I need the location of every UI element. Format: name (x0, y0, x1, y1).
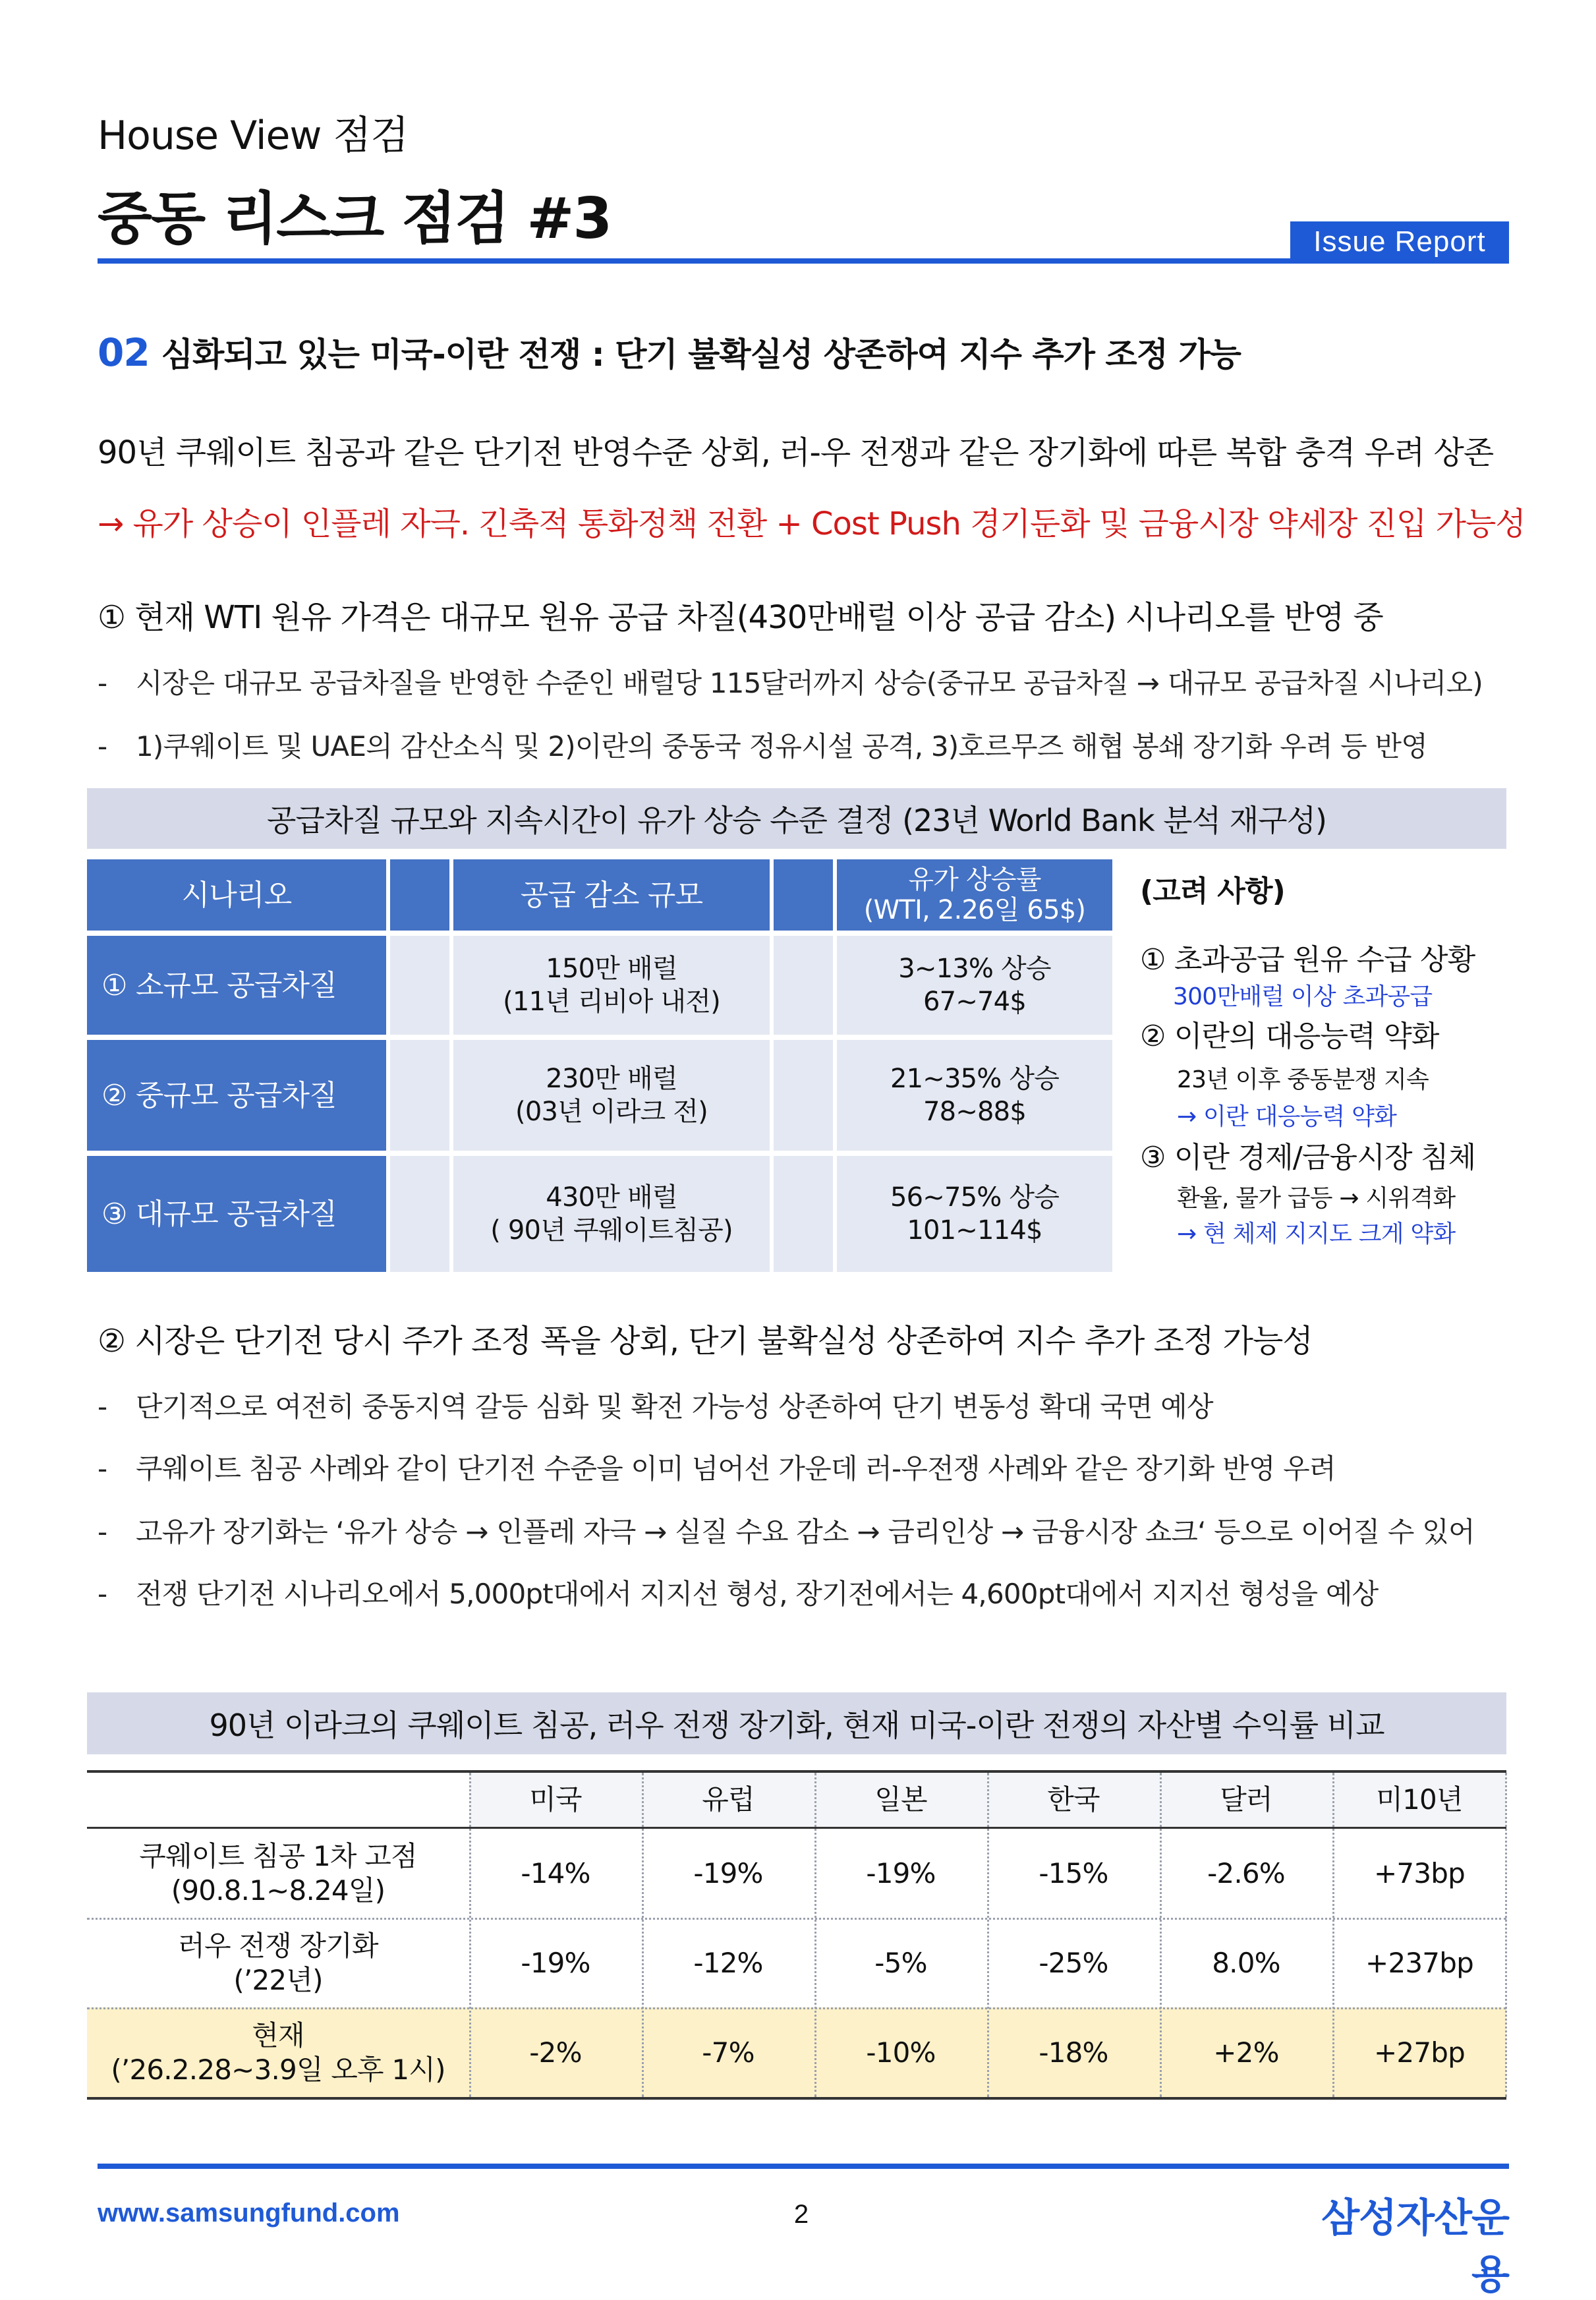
table-cell: -19% (866, 1856, 936, 1889)
row-spacer (390, 1040, 449, 1151)
table-cell: -5% (874, 1946, 927, 1979)
table-cell: 8.0% (1212, 1946, 1280, 1979)
consideration-detail: 환율, 물가 급등 → 시위격화 (1177, 1185, 1456, 1212)
consideration-note: → 현 체제 지지도 크게 약화 (1177, 1221, 1456, 1248)
table-cell: +73bp (1374, 1856, 1465, 1889)
table-cell: -7% (702, 2036, 755, 2069)
point-2-bullet: - 단기적으로 여전히 중동지역 갈등 심화 및 확전 가능성 상존하여 단기 변동성 확대 국면 예상 (98, 1391, 1213, 1423)
price-cell: 3~13% 상승 67~74$ (837, 936, 1112, 1035)
row-spacer (390, 1156, 449, 1272)
considerations-title: (고려 사항) (1140, 875, 1285, 908)
consideration-note: 300만배럴 이상 초과공급 (1173, 983, 1433, 1010)
table-cell: -18% (1039, 2036, 1108, 2069)
page-title: 중동 리스크 점검 #3 (98, 186, 612, 252)
section-number: 02 (98, 330, 150, 375)
section-heading (98, 328, 1241, 376)
header-spacer (390, 859, 449, 931)
row-spacer (390, 936, 449, 1035)
table-cell: -12% (693, 1946, 763, 1979)
scenario-label: ② 중규모 공급차질 (87, 1040, 386, 1151)
point-2-bullet: - 전쟁 단기전 시나리오에서 5,000pt대에서 지지선 형성, 장기전에서는 4,600pt대에서 지지선 형성을 예상 (98, 1578, 1379, 1610)
row-spacer (774, 1040, 833, 1151)
table-cell: +27bp (1374, 2036, 1465, 2069)
consideration-item: ② 이란의 대응능력 약화 (1140, 1020, 1439, 1053)
header-divider (98, 258, 1509, 264)
lead-summary: 90년 쿠웨이트 침공과 같은 단기전 반영수준 상회, 러-우 전쟁과 같은 장기화에 따른 복합 충격 우려 상존 (98, 434, 1494, 471)
row-label: 현재 (’26.2.28~3.9일 오후 1시) (111, 2019, 445, 2086)
scenario-header: 시나리오 (87, 859, 386, 931)
company-logo: 삼성자산운용 (1321, 2195, 1509, 2298)
scenario-table-title: 공급차질 규모와 지속시간이 유가 상승 수준 결정 (23년 World Bank 분석 재구성) (87, 788, 1506, 849)
table-cell: +237bp (1365, 1946, 1473, 1979)
scenario-label: ③ 대규모 공급차질 (87, 1156, 386, 1272)
supply-cell: 230만 배럴 (03년 이라크 전) (453, 1040, 770, 1151)
point-1-heading: ① 현재 WTI 원유 가격은 대규모 원유 공급 차질(430만배럴 이상 공급 감소) 시나리오를 반영 중 (98, 599, 1383, 636)
lead-implication: → 유가 상승이 인플레 자극. 긴축적 통화정책 전환 + Cost Push 경기둔화 및 금융시장 약세장 진입 가능성 (98, 505, 1525, 542)
column-header-korea: 한국 (1047, 1783, 1100, 1816)
consideration-note: → 이란 대응능력 약화 (1177, 1103, 1397, 1130)
report-series-label: House View 점검 (98, 113, 409, 159)
table-cell: -19% (521, 1946, 590, 1979)
table-cell: -19% (693, 1856, 763, 1889)
table-bottom-rule (87, 2097, 1506, 2100)
row-spacer (774, 1156, 833, 1272)
point-2-bullet: - 쿠웨이트 침공 사례와 같이 단기전 수준을 이미 넘어선 가운데 러-우전쟁 사례와 같은 장기화 반영 우려 (98, 1452, 1336, 1485)
point-1-bullet: - 시장은 대규모 공급차질을 반영한 수준인 배럴당 115달러까지 상승(중규모 공급차질 → 대규모 공급차질 시나리오) (98, 667, 1483, 699)
price-cell: 21~35% 상승 78~88$ (837, 1040, 1112, 1151)
column-header-japan: 일본 (874, 1783, 927, 1816)
column-header-us: 미국 (529, 1783, 582, 1816)
returns-table-title: 90년 이라크의 쿠웨이트 침공, 러우 전쟁 장기화, 현재 미국-이란 전쟁의 자산별 수익률 비교 (87, 1692, 1506, 1754)
supply-header: 공급 감소 규모 (453, 859, 770, 931)
column-header-dollar: 달러 (1220, 1783, 1272, 1816)
consideration-item: ① 초과공급 원유 수급 상황 (1140, 943, 1475, 977)
row-label: 쿠웨이트 침공 1차 고점 (90.8.1~8.24일) (139, 1839, 417, 1907)
page-number: 2 (793, 2200, 809, 2229)
header-rule (87, 1827, 1506, 1829)
price-cell: 56~75% 상승 101~114$ (837, 1156, 1112, 1272)
table-cell: -2.6% (1207, 1856, 1285, 1889)
price-header: 유가 상승률 (WTI, 2.26일 65$) (837, 859, 1112, 931)
point-1-bullet: - 1)쿠웨이트 및 UAE의 감산소식 및 2)이란의 중동국 정유시설 공격, 3)호르무즈 해협 봉쇄 장기화 우려 등 반영 (98, 730, 1428, 762)
column-header-ust10y: 미10년 (1376, 1783, 1463, 1816)
section-title: 심화되고 있는 미국-이란 전쟁 : 단기 불확실성 상존하여 지수 추가 조정 가능 (161, 335, 1241, 374)
consideration-detail: 23년 이후 중동분쟁 지속 (1177, 1066, 1429, 1093)
footer-divider (98, 2164, 1509, 2169)
table-cell: -15% (1039, 1856, 1108, 1889)
table-cell: -25% (1039, 1946, 1108, 1979)
table-cell: -2% (529, 2036, 582, 2069)
table-cell: +2% (1213, 2036, 1279, 2069)
website-link[interactable]: www.samsungfund.com (98, 2199, 400, 2228)
supply-cell: 150만 배럴 (11년 리비아 내전) (453, 936, 770, 1035)
consideration-item: ③ 이란 경제/금융시장 침체 (1140, 1141, 1476, 1174)
scenario-label: ① 소규모 공급차질 (87, 936, 386, 1035)
supply-cell: 430만 배럴 ( 90년 쿠웨이트침공) (453, 1156, 770, 1272)
row-label: 러우 전쟁 장기화 (’22년) (178, 1929, 378, 1996)
row-spacer (774, 936, 833, 1035)
issue-report-badge: Issue Report (1290, 221, 1509, 262)
column-header-europe: 유럽 (702, 1783, 755, 1816)
point-2-bullet: - 고유가 장기화는 ‘유가 상승 → 인플레 자극 → 실질 수요 감소 → 금리인상 → 금융시장 쇼크‘ 등으로 이어질 수 있어 (98, 1516, 1475, 1548)
table-cell: -14% (521, 1856, 590, 1889)
header-spacer (774, 859, 833, 931)
point-2-heading: ② 시장은 단기전 당시 주가 조정 폭을 상회, 단기 불확실성 상존하여 지수 추가 조정 가능성 (98, 1323, 1313, 1360)
table-cell: -10% (866, 2036, 936, 2069)
